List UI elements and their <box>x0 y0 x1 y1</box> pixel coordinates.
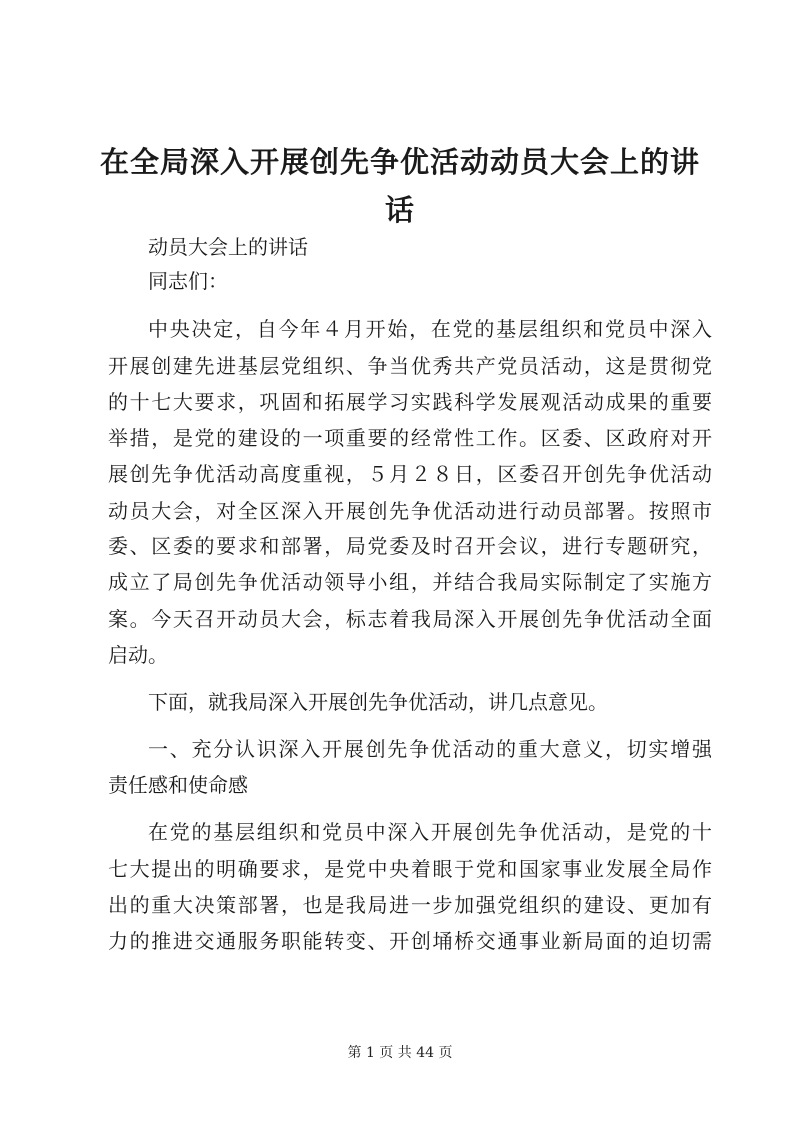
document-title-line-1: 在全局深入开展创先争优活动动员大会上的讲 <box>100 145 701 179</box>
subtitle: 动员大会上的讲话 <box>148 235 308 259</box>
paragraph-1-line: 动员大会，对全区深入开展创先争优活动进行动员部署。按照市 <box>108 499 712 523</box>
paragraph-1-line: 的十七大要求，巩固和拓展学习实践科学发展观活动成果的重要 <box>108 390 712 414</box>
document-title-line-2: 话 <box>384 193 415 227</box>
salutation: 同志们： <box>148 269 228 293</box>
section-1-heading-line: 一、充分认识深入开展创先争优活动的重大意义，切实增强 <box>148 737 712 761</box>
paragraph-3-line: 七大提出的明确要求，是党中央着眼于党和国家事业发展全局作 <box>108 857 712 881</box>
paragraph-1-line: 启动。 <box>108 643 168 667</box>
paragraph-3-line: 出的重大决策部署，也是我局进一步加强党组织的建设、更加有 <box>108 893 712 917</box>
paragraph-3-line: 在党的基层组织和党员中深入开展创先争优活动，是党的十 <box>148 820 712 844</box>
section-1-heading-line: 责任感和使命感 <box>108 773 248 797</box>
paragraph-1-line: 举措，是党的建设的一项重要的经常性工作。区委、区政府对开 <box>108 426 712 450</box>
page-number: 第 1 页 共 44 页 <box>347 1045 453 1061</box>
paragraph-1-line: 开展创建先进基层党组织、争当优秀共产党员活动，这是贯彻党 <box>108 354 712 378</box>
paragraph-3-line: 力的推进交通服务职能转变、开创埇桥交通事业新局面的迫切需 <box>108 929 712 953</box>
paragraph-1-line: 展创先争优活动高度重视，５月２８日，区委召开创先争优活动 <box>108 462 712 486</box>
paragraph-1-line: 委、区委的要求和部署，局党委及时召开会议，进行专题研究， <box>108 534 712 558</box>
paragraph-1-line: 成立了局创先争优活动领导小组，并结合我局实际制定了实施方 <box>108 570 712 594</box>
paragraph-2: 下面，就我局深入开展创先争优活动，讲几点意见。 <box>148 690 608 714</box>
paragraph-1-line: 中央决定，自今年４月开始，在党的基层组织和党员中深入 <box>148 317 712 341</box>
paragraph-1-line: 案。今天召开动员大会，标志着我局深入开展创先争优活动全面 <box>108 607 712 631</box>
